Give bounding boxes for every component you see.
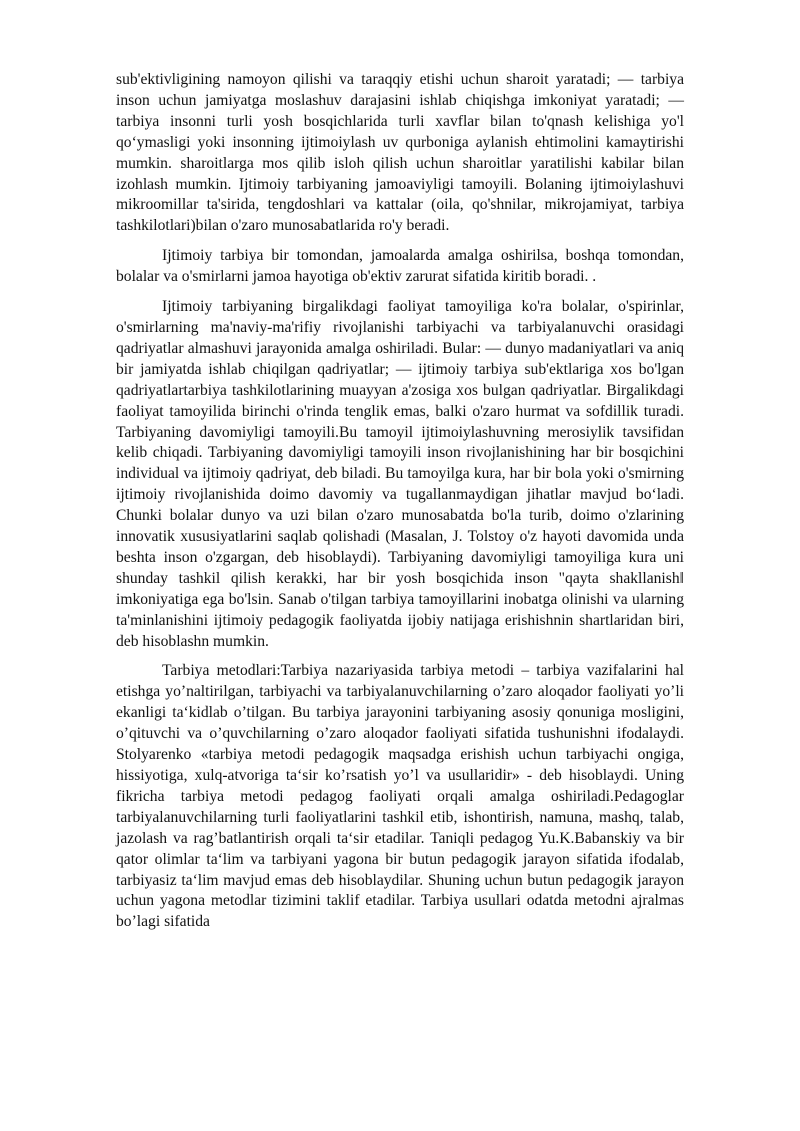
paragraph-birgalikdagi-faoliyat: Ijtimoiy tarbiyaning birgalikdagi faoliyat tamoyiliga ko'ra bolalar, o'spirinlar, o'smirlarning ma'naviy-ma'rifiy rivojlanishi tarbiyachi va tarbiyalanuvchi orasidagi qadriyatlar almashuvi jarayonida amalga oshiriladi. Bular: — dunyo madaniyatlari va aniq bir jamiyatda ishlab chiqilgan qadriyatlar; — ijtimoiy tarbiya sub'ektlariga xos bo'lgan qadriyatlartarbiya tashkilotlarining muayyan a'zosiga xos bulgan qadriyatlar. Birgalikdagi faoliyat tamoyilida birinchi o'rinda tenglik emas, balki o'zaro hurmat va sofdillik turadi. Tarbiyaning davomiyligi tamoyili.Bu tamoyil ijtimoiylashuvning merosiylik tavsifidan kelib chiqadi. Tarbiyaning davomiyligi tamoyili inson rivojlanishining har bir bosqichini individual va ijtimoiy qadriyat, deb biladi. Bu tamoyilga kura, har bir bola yoki o'smirning ijtimoiy rivojlanishida doimo davomiy va tugallanmaydigan jihatlar mavjud bo‘ladi. Chunki bolalar dunyo va uzi bilan o'zaro munosabatda bo'la turib, doimo o'zlarining innovatik xususiyatlarini saqlab qolishadi (Masalan, J. Tolstoy o'z hayoti davomida unda beshta inson o'zgargan, deb hisoblaydi). Tarbiyaning davomiyligi tamoyiliga kura uni shunday tashkil qilish kerakki, har bir yosh bosqichida inson "qayta shakllanish‖ imkoniyatiga ega bo'lsin. Sanab o'tilgan tarbiya tamoyillarini inobatga olinishi va ularning ta'minlanishini ijtimoiy pedagogik faoliyatda ijobiy natijaga erishishnin shartlaridan biri, deb hisoblashn mumkin.: [116, 298, 684, 650]
paragraph-jamoa: Ijtimoiy tarbiya bir tomondan, jamoalarda amalga oshirilsa, boshqa tomondan, bolalar va o'smirlarni jamoa hayotiga ob'ektiv zarurat sifatida kiritib boradi. .: [116, 247, 684, 286]
document-page: [116, 70, 684, 933]
paragraph-tarbiya-metodlari: Tarbiya metodlari:Tarbiya nazariyasida tarbiya metodi – tarbiya vazifalarini hal etishga yo’naltirilgan, tarbiyachi va tarbiyalanuvchilarning o’zaro aloqador faoliyati yo’li ekanligi ta‘kidlab o’tilgan. Bu tarbiya jarayonini tarbiyaning asosiy qonuniga mosligini, o’qituvchi va o’quvchilarning o’zaro aloqador faoliyati sifatida tushunishni ifodalaydi. Stolyarenko «tarbiya metodi pedagogik maqsadga erishish uchun tarbiyachi ongiga, hissiyotiga, xulq-atvoriga ta‘sir ko’rsatish yo’l va usullaridir» - deb hisoblaydi. Uning fikricha tarbiya metodi pedagog faoliyati orqali amalga oshiriladi.Pedagoglar tarbiyalanuvchilarning turli faoliyatlarini tashkil etib, ishontirish, namuna, mashq, talab, jazolash va rag’batlantirish orqali ta‘sir etadilar. Taniqli pedagog Yu.K.Babanskiy va bir qator olimlar ta‘lim va tarbiyani yagona bir butun pedagogik jarayon sifatida ifodalab, tarbiyasiz ta‘lim mavjud emas deb hisoblaydilar. Shuning uchun butun pedagogik jarayon uchun yagona metodlar tizimini taklif etadilar. Tarbiya usullari odatda metodni ajralmas bo’lagi sifatida: [116, 662, 684, 931]
paragraph-continuation: sub'ektivligining namoyon qilishi va taraqqiy etishi uchun sharoit yaratadi; — tarbiya inson uchun jamiyatga moslashuv darajasini ishlab chiqishga imkoniyat yaratadi; — tarbiya insonni turli yosh bosqichlarida turli xavflar bilan to'qnash kelishiga yo'l qo‘ymasligi yoki insonning ijtimoiylash uv qurboniga aylanish ehtimolini kamaytirishi mumkin. sharoitlarga mos qilib isloh qilish uchun sharoitlar yaratilishi kabilar bilan izohlash mumkin. Ijtimoiy tarbiyaning jamoaviyligi tamoyili. Bolaning ijtimoiylashuvi mikroomillar ta'sirida, tengdoshlari va kattalar (oila, qo'shnilar, mikrojamiyat, tarbiya tashkilotlari)bilan o'zaro munosabatlarida ro'y beradi.: [116, 71, 684, 235]
